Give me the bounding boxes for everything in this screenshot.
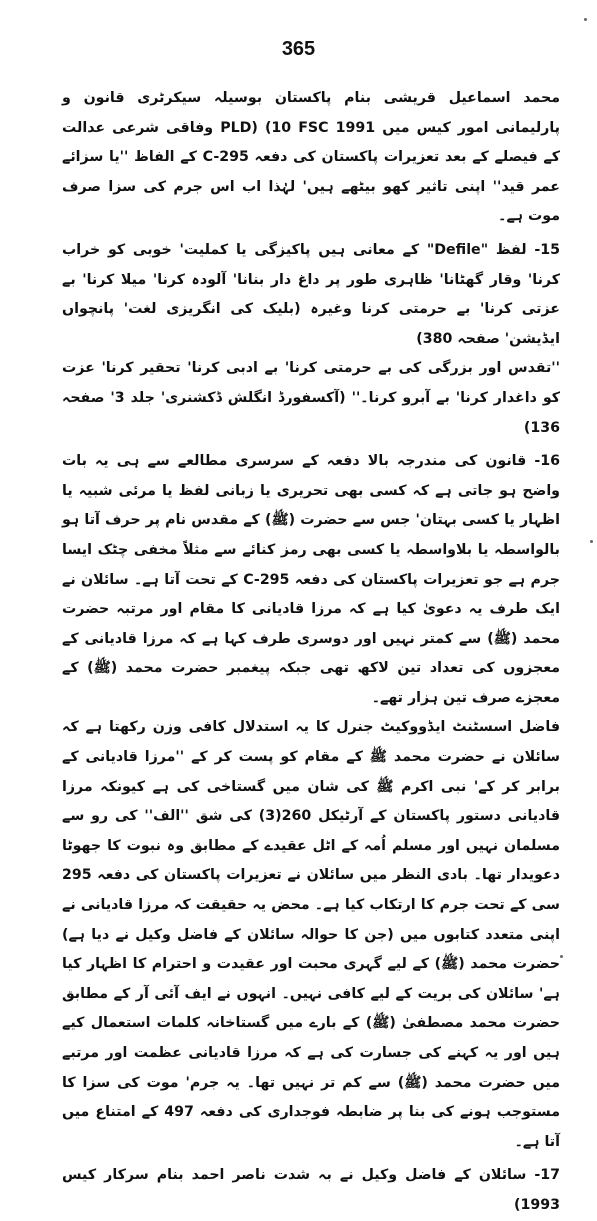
- paragraph-17-counsel: 17- سائلان کے فاضل وکیل نے بہ شدت ناصر احمد بنام سرکار کیس 1993): [62, 1167, 560, 1213]
- scan-speck: [584, 18, 587, 21]
- paragraph-oxford-quote: ''تقدس اور بزرگی کی بے حرمتی کرنا' بے ادبی کرنا' تحقیر کرنا' عزت کو داغدار کرنا' بے آبرو کرنا۔'' (آکسفورڈ انگلش ڈکشنری' جلد 3' صفحہ 136): [62, 360, 560, 436]
- paragraph-16-law-reading: 16- قانون کی مندرجہ بالا دفعہ کے سرسری مطالعے سے ہی یہ بات واضح ہو جاتی ہے کہ کسی بھی تحریری یا زبانی لفظ یا مرئی شبیہ یا اظہار یا کسی بہتان' جس سے حضرت (ﷺ) کے مقدس نام پر حرف آتا ہو بالواسطہ یا بلاواسطہ یا کسی بھی رمز کنائے سے مثلاً مخفی چٹک ایسا جرم ہے جو تعزیرات پاکستان کی دفعہ C-295 کے تحت آتا ہے۔ سائلان نے ایک طرف یہ دعویٰ کیا ہے کہ مرزا قادیانی کا مقام اور مرتبہ حضرت محمد (ﷺ) سے کمتر نہیں اور دوسری طرف کہا ہے کہ مرزا قادیانی کے معجزوں کی تعداد تین لاکھ تھی جبکہ پیغمبر حضرت محمد (ﷺ) کے معجزے صرف تین ہزار تھے۔: [62, 453, 560, 706]
- paragraph-case-citation: محمد اسماعیل قریشی بنام پاکستان بوسیلہ سیکرٹری قانون و پارلیمانی امور کیس میں PLD) (10 FSC 1991 وفاقی شرعی عدالت کے فیصلے کے بعد تعزیرات پاکستان کی دفعہ C-295 کے الفاظ ''یا سزائے عمر قید'' اپنی تاثیر کھو بیٹھے ہیں' لہٰذا اب اس جرم کی سزا صرف موت ہے۔: [62, 90, 560, 225]
- scan-speck: [560, 955, 563, 958]
- scan-speck: [590, 540, 593, 543]
- paragraph-15-defile-definition: 15- لفظ "Defile" کے معانی ہیں پاکیزگی یا کملیت' خوبی کو خراب کرنا' وقار گھٹانا' ظاہری طور پر داغ دار بنانا' آلودہ کرنا' میلا کرنا' بے عزتی کرنا' بے حرمتی کرنا وغیرہ (بلیک کی انگریزی لغت' پانچواں ایڈیشن' صفحہ 380): [62, 241, 561, 347]
- paragraph-advocate-general-argument: فاضل اسسٹنٹ ایڈووکیٹ جنرل کا یہ استدلال کافی وزن رکھتا ہے کہ سائلان نے حضرت محمد ﷺ کے مقام کو پست کر کے ''مرزا قادیانی کے برابر کر کے' نبی اکرم ﷺ کی شان میں گستاخی کی ہے کیونکہ مرزا قادیانی دستور پاکستان کے آرٹیکل 260(3) کی شق ''الف'' کی رو سے مسلمان نہیں اور مسلم اُمہ کے اٹل عقیدے کے مطابق وہ نبوت کا جھوٹا دعویدار تھا۔ بادی النظر میں سائلان نے تعزیرات پاکستان کی دفعہ 295 سی کے تحت جرم کا ارتکاب کیا ہے۔ محض یہ حقیقت کہ مرزا قادیانی نے اپنی متعدد کتابوں میں (جن کا حوالہ سائلان کے فاضل وکیل نے دیا ہے) حضرت محمد (ﷺ) کے لیے گہری محبت اور عقیدت و احترام کا اظہار کیا ہے' سائلان کی بریت کے لیے کافی نہیں۔ انہوں نے ایف آئی آر کے مطابق حضرت محمد مصطفیٰ (ﷺ) کے بارے میں گستاخانہ کلمات استعمال کیے ہیں اور یہ کہنے کی جسارت کی ہے کہ مرزا قادیانی عظمت اور مرتبے میں حضرت محمد (ﷺ) سے کم تر نہیں تھا۔ یہ جرم' موت کی سزا کا مستوجب ہونے کی بنا پر ضابطہ فوجداری کی دفعہ 497 کے امتناع میں آتا ہے۔: [62, 719, 561, 1150]
- body-text: [62, 84, 560, 1221]
- page-number: 365: [281, 38, 316, 60]
